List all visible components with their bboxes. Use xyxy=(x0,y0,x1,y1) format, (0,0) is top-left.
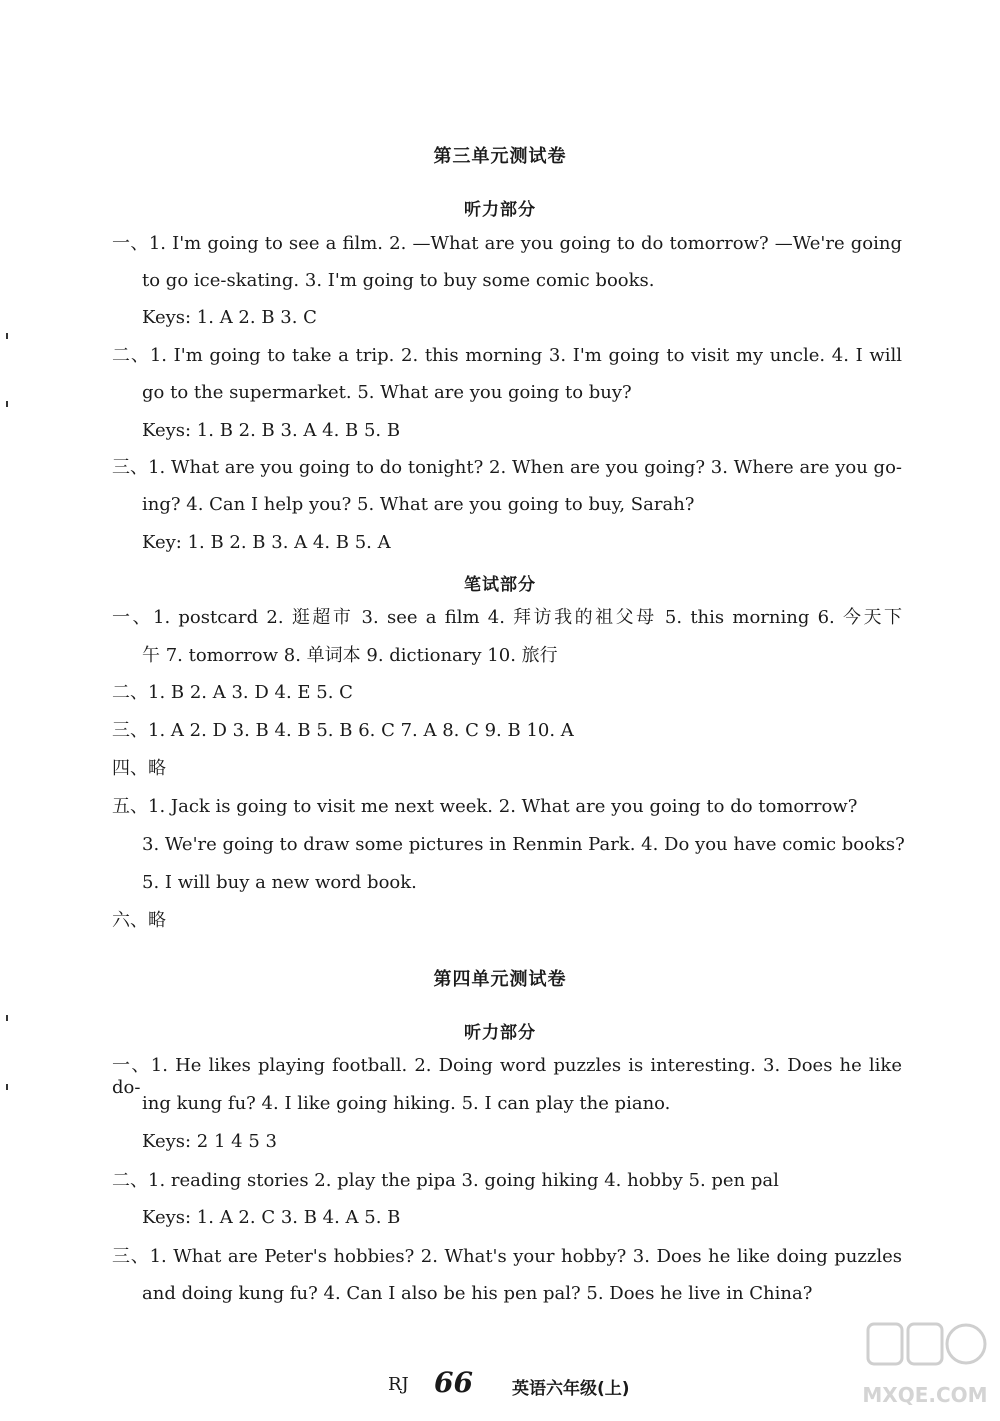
watermark-text: MXQE.COM xyxy=(862,1383,988,1407)
unit3-writing-line-5: 四、略 xyxy=(112,758,166,779)
unit3-listening-heading: 听力部分 xyxy=(464,200,536,220)
unit4-listening-line-4: 三、1. What are Peter's hobbies? 2. What's your hobby? 3. Does he like doing puzzles xyxy=(112,1246,902,1267)
unit3-listening-keys-3: Key: 1. B 2. B 3. A 4. B 5. A xyxy=(142,532,391,553)
unit3-writing-line-2: 午 7. tomorrow 8. 单词本 9. dictionary 10. 旅行 xyxy=(142,645,558,666)
book-title: 英语六年级(上) xyxy=(512,1379,630,1399)
unit3-writing-line-7: 3. We're going to draw some pictures in Renmin Park. 4. Do you have comic books? xyxy=(142,834,905,855)
unit3-writing-line-8: 5. I will buy a new word book. xyxy=(142,872,417,893)
series-code: RJ xyxy=(388,1374,409,1395)
unit3-listening-line-3: 二、1. I'm going to take a trip. 2. this morning 3. I'm going to visit my uncle. 4. I will xyxy=(112,345,902,366)
binding-mark xyxy=(6,1015,8,1021)
unit4-listening-keys-1: Keys: 2 1 4 5 3 xyxy=(142,1131,277,1152)
unit3-listening-line-6: ing? 4. Can I help you? 5. What are you going to buy, Sarah? xyxy=(142,494,695,515)
unit3-listening-line-2: to go ice-skating. 3. I'm going to buy some comic books. xyxy=(142,270,655,291)
unit4-listening-heading: 听力部分 xyxy=(464,1023,536,1043)
unit4-listening-line-5: and doing kung fu? 4. Can I also be his pen pal? 5. Does he live in China? xyxy=(142,1283,813,1304)
unit3-listening-line-1: 一、1. I'm going to see a film. 2. —What are you going to do tomorrow? —We're going xyxy=(112,233,902,254)
unit3-title: 第三单元测试卷 xyxy=(433,146,567,167)
watermark-logo xyxy=(860,1318,990,1413)
unit3-listening-keys-1: Keys: 1. A 2. B 3. C xyxy=(142,307,317,328)
unit3-writing-line-6: 五、1. Jack is going to visit me next week. 2. What are you going to do tomorrow? xyxy=(112,796,858,817)
unit4-listening-line-3: 二、1. reading stories 2. play the pipa 3. going hiking 4. hobby 5. pen pal xyxy=(112,1170,779,1191)
unit3-listening-keys-2: Keys: 1. B 2. B 3. A 4. B 5. B xyxy=(142,420,401,441)
binding-mark xyxy=(6,333,8,339)
unit3-listening-line-4: go to the supermarket. 5. What are you going to buy? xyxy=(142,382,632,403)
unit4-listening-line-1: 一、1. He likes playing football. 2. Doing word puzzles is interesting. 3. Does he like do- xyxy=(112,1055,902,1098)
page-footer xyxy=(0,1366,1000,1406)
unit3-writing-line-1: 一、1. postcard 2. 逛超市 3. see a film 4. 拜访我的祖父母 5. this morning 6. 今天下 xyxy=(112,607,902,628)
unit4-listening-keys-2: Keys: 1. A 2. C 3. B 4. A 5. B xyxy=(142,1207,401,1228)
unit4-listening-line-2: ing kung fu? 4. I like going hiking. 5. I can play the piano. xyxy=(142,1093,671,1114)
unit3-writing-line-9: 六、略 xyxy=(112,910,166,931)
binding-mark xyxy=(6,1084,8,1090)
unit4-title: 第四单元测试卷 xyxy=(433,969,567,990)
unit3-writing-heading: 笔试部分 xyxy=(464,575,536,595)
binding-mark xyxy=(6,401,8,407)
unit3-writing-line-3: 二、1. B 2. A 3. D 4. E 5. C xyxy=(112,682,353,703)
page-number: 66 xyxy=(434,1366,473,1399)
unit3-listening-line-5: 三、1. What are you going to do tonight? 2. When are you going? 3. Where are you go- xyxy=(112,457,902,478)
unit3-writing-line-4: 三、1. A 2. D 3. B 4. B 5. B 6. C 7. A 8. C 9. B 10. A xyxy=(112,720,574,741)
